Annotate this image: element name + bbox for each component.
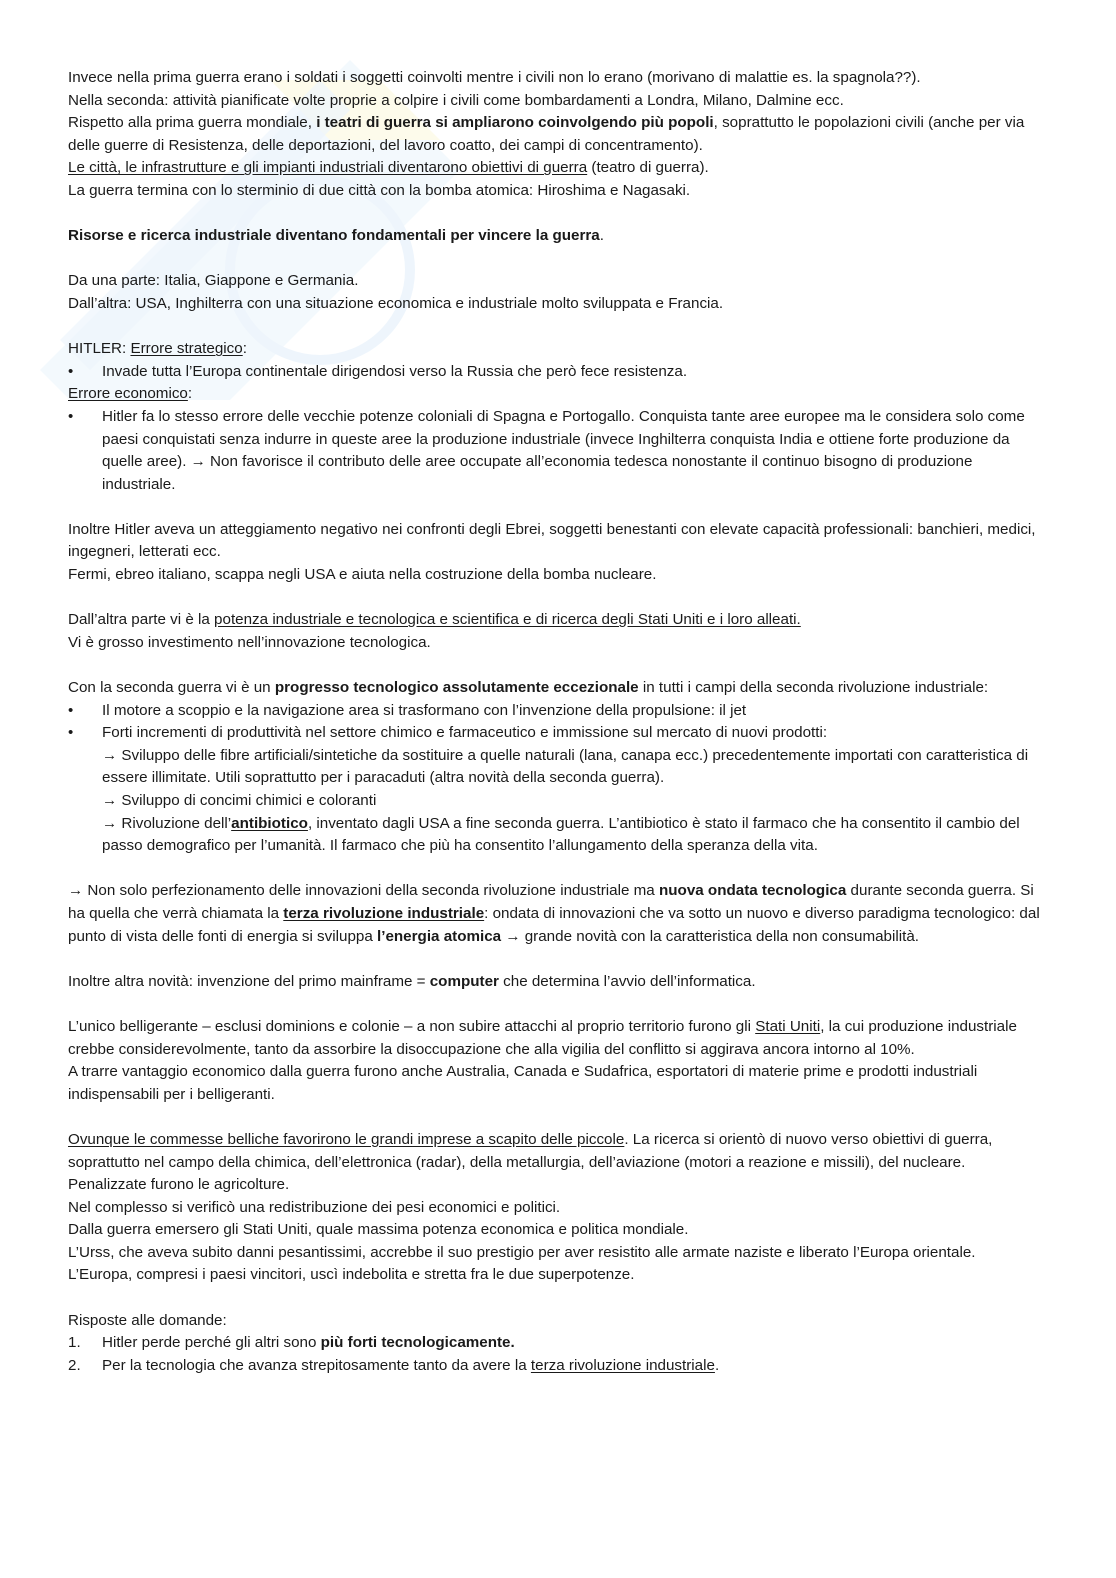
text-line: Invece nella prima guerra erano i soldati i soggetti coinvolti mentre i civili non lo erano (morivano di malattie es. la spagnola??). <box>68 69 921 86</box>
text-paragraph: → Non solo perfezionamento delle innovazioni della seconda rivoluzione industriale ma nuova ondata tecnologica durante seconda guerra. Si ha quella che verrà chiamata la terza rivoluzione industriale: ondata di innovazioni che va sotto un nuovo e diverso paradigma tecnologico: dal punto di vista delle fonti di energia si sviluppa l’energia atomica → grande novità con la caratteristica della non consumabilità. <box>68 882 1040 945</box>
sub-item: → Rivoluzione dell’antibiotico, inventato dagli USA a fine seconda guerra. L’antibiotico è stato il farmaco che ha consentito il cambio del passo demografico per l’umanità. Il farmaco che più ha consentito l’allungamento della speranza della vita. <box>102 814 1020 855</box>
underlined-text: Stati Uniti <box>755 1017 821 1035</box>
underlined-text: terza rivoluzione industriale <box>283 904 485 922</box>
text-paragraph: Ovunque le commesse belliche favorirono le grandi imprese a scapito delle piccole. La ricerca si orientò di nuovo verso obiettivi di guerra, soprattutto nel campo della chimica, dell’elettronica (radar), della metallurgia, dell’aviazione (motori a reazione e missili), del nucleare. Penalizzate furono le agricolture. <box>68 1130 993 1194</box>
text-line: Da una parte: Italia, Giappone e Germania. <box>68 272 359 290</box>
heading-risorse: Risorse e ricerca industriale diventano fondamentali per vincere la guerra. <box>68 227 604 245</box>
bold-text: i teatri di guerra si ampliarono coinvolgendo più popoli <box>316 114 714 132</box>
text-line: Inoltre altra novità: invenzione del primo mainframe = computer che determina l’avvio dell’informatica. <box>68 972 756 990</box>
list-item: • Forti incrementi di produttività nel settore chimico e farmaceutico e immissione sul mercato di nuovi prodotti: → Sviluppo delle fibre artificiali/sintetiche da sostituire a quelle naturali (lana, canapa ecc.) precedentemente importati con caratteristica di essere illimitate. Utili soprattutto per i paracaduti (altra novità della seconda guerra). → Sviluppo di concimi chimici e coloranti → Rivoluzione dell’antibiotico, inventato dagli USA a fine seconda guerra. L’antibiotico è stato il farmaco che ha consentito il cambio del passo demografico per l’umanità. Il farmaco che più ha consentito l’allungamento della speranza della vita. <box>68 722 1043 858</box>
list-item: 1. Hitler perde perché gli altri sono più forti tecnologicamente. <box>68 1334 515 1352</box>
hitler-label: HITLER: Errore strategico: <box>68 340 247 358</box>
bold-text: nuova ondata tecnologica <box>658 882 847 900</box>
text-paragraph: L’unico belligerante – esclusi dominions e colonie – a non subire attacchi al proprio territorio furono gli Stati Uniti, la cui produzione industriale crebbe considerevolmente, tanto da assorbire la disoccupazione che alla vigilia del conflitto si aggirava ancora intorno al 10%. <box>68 1017 1017 1058</box>
bullet-list <box>68 700 1043 858</box>
numbered-list <box>68 1332 1043 1377</box>
sub-item: → Sviluppo di concimi chimici e coloranti <box>102 792 377 809</box>
text-paragraph: A trarre vantaggio economico dalla guerra furono anche Australia, Canada e Sudafrica, esportatori di materie prime e prodotti industriali indispensabili per i belligeranti. <box>68 1063 978 1103</box>
underlined-text: antibiotico <box>231 814 308 832</box>
bold-text: computer <box>429 972 499 990</box>
sub-item: → Sviluppo delle fibre artificiali/sintetiche da sostituire a quelle naturali (lana, canapa ecc.) precedentemente importati con caratteristica di essere illimitate. Utili soprattutto per i paracaduti (altra novità della seconda guerra). <box>102 746 1029 787</box>
list-item: • Il motore a scoppio e la navigazione area si trasformano con l’invenzione della propulsione: il jet <box>68 700 1043 723</box>
text-line: Vi è grosso investimento nell’innovazione tecnologica. <box>68 633 431 651</box>
text-line: Dall’altra: USA, Inghilterra con una situazione economica e industriale molto sviluppata e Francia. <box>68 294 724 312</box>
bold-text: progresso tecnologico assolutamente eccezionale <box>274 679 639 697</box>
list-item: 2. Per la tecnologia che avanza strepitosamente tanto da avere la terza rivoluzione industriale. <box>68 1356 720 1374</box>
text-line: Dalla guerra emersero gli Stati Uniti, quale massima potenza economica e politica mondiale. <box>68 1221 689 1239</box>
underlined-text: Errore economico <box>68 385 188 403</box>
text-paragraph: Rispetto alla prima guerra mondiale, i teatri di guerra si ampliarono coinvolgendo più popoli, soprattutto le popolazioni civili (anche per via delle guerre di Resistenza, delle deportazioni, del lavoro coatto, dei campi di concentramento). <box>68 114 1025 154</box>
underlined-text: Le città, le infrastrutture e gli impianti industriali diventarono obiettivi di guerra <box>68 159 588 177</box>
text-line: Le città, le infrastrutture e gli impianti industriali diventarono obiettivi di guerra (teatro di guerra). <box>68 159 709 177</box>
bold-text: più forti tecnologicamente. <box>320 1334 515 1352</box>
list-item: • Invade tutta l’Europa continentale dirigendosi verso la Russia che però fece resistenza. <box>68 361 1043 384</box>
text-paragraph: Con la seconda guerra vi è un progresso tecnologico assolutamente eccezionale in tutti i campi della seconda rivoluzione industriale: <box>68 679 989 697</box>
error-label: Errore economico: <box>68 385 193 403</box>
underlined-text: Errore strategico <box>130 340 243 358</box>
text-line: Nella seconda: attività pianificate volte proprie a colpire i civili come bombardamenti a Londra, Milano, Dalmine ecc. <box>68 91 844 109</box>
text-line: Nel complesso si verificò una redistribuzione dei pesi economici e politici. <box>68 1198 561 1216</box>
underlined-text: potenza industriale e tecnologica e scientifica e di ricerca degli Stati Uniti e i loro alleati. <box>214 611 801 629</box>
text-paragraph: L’Urss, che aveva subito danni pesantissimi, accrebbe il suo prestigio per aver resistito alle armate naziste e liberato l’Europa orientale. L’Europa, compresi i paesi vincitori, uscì indebolita e stretta fra le due superpotenze. <box>68 1243 976 1284</box>
answers-title: Risposte alle domande: <box>68 1311 227 1329</box>
list-item: • Hitler fa lo stesso errore delle vecchie potenze coloniali di Spagna e Portogallo. Conquista tante aree europee ma le considera solo come paesi conquistati senza indurre in queste aree la produzione industriale (invece Inghilterra conquista India e ottiene forte produzione da quelle aree). → Non favorisce il contributo delle aree occupate all’economia tedesca nonostante il continuo bisogno di produzione industriale. <box>68 406 1043 496</box>
bold-text: l’energia atomica <box>377 927 502 945</box>
document-page <box>68 67 1043 1377</box>
bullet-list <box>68 361 1043 384</box>
text-line: La guerra termina con lo sterminio di due città con la bomba atomica: Hiroshima e Nagasaki. <box>68 181 691 199</box>
text-line: Dall’altra parte vi è la potenza industriale e tecnologica e scientifica e di ricerca degli Stati Uniti e i loro alleati. <box>68 611 801 629</box>
text-paragraph: Inoltre Hitler aveva un atteggiamento negativo nei confronti degli Ebrei, soggetti benestanti con elevate capacità professionali: banchieri, medici, ingegneri, letterati ecc. <box>68 520 1036 561</box>
bullet-list <box>68 406 1043 496</box>
underlined-text: terza rivoluzione industriale <box>530 1356 715 1374</box>
text-line: Fermi, ebreo italiano, scappa negli USA e aiuta nella costruzione della bomba nucleare. <box>68 566 657 584</box>
underlined-text: Ovunque le commesse belliche favorirono le grandi imprese a scapito delle piccole <box>68 1130 625 1148</box>
